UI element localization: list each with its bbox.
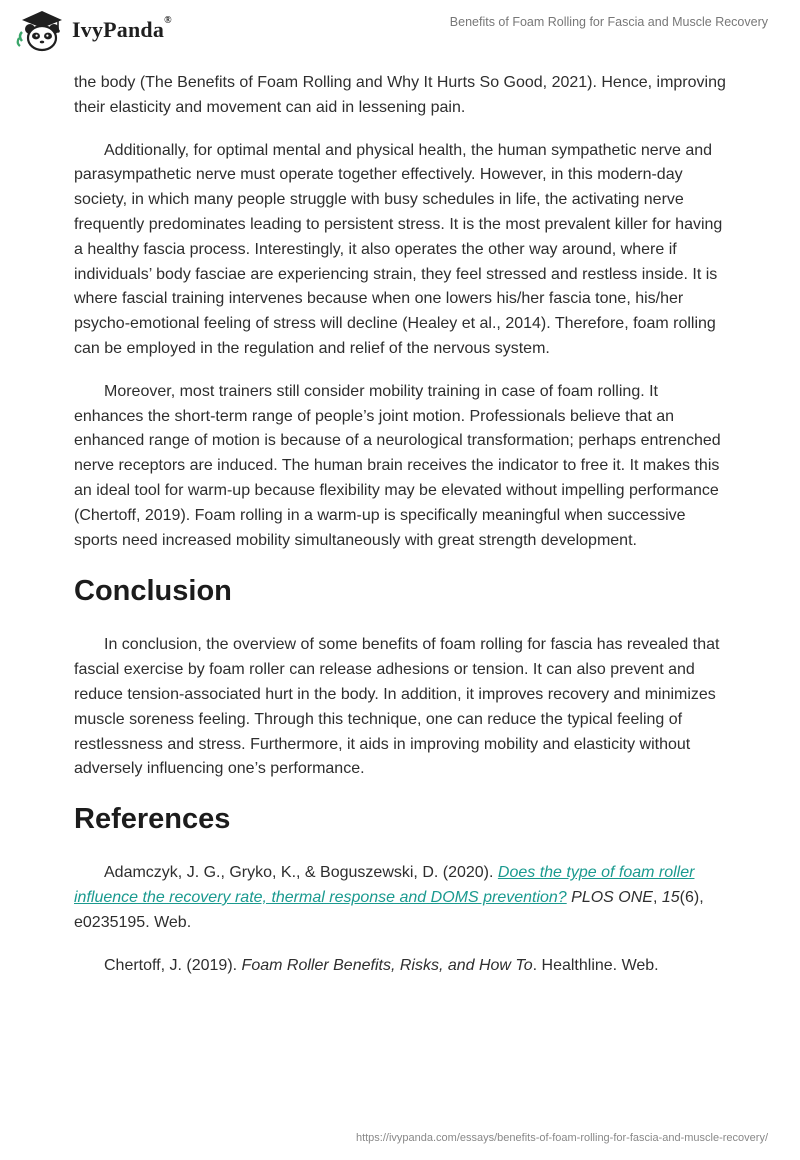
reference-entry: Chertoff, J. (2019). Foam Roller Benefits, Risks, and How To. Healthline. Web. bbox=[104, 956, 659, 974]
page-header bbox=[0, 0, 800, 70]
footer-url[interactable]: https://ivypanda.com/essays/benefits-of-foam-rolling-for-fascia-and-muscle-recovery/ bbox=[355, 1132, 768, 1144]
reference-entry: Adamczyk, J. G., Gryko, K., & Boguszewski, D. (2020). Does the type of foam roller influence the recovery rate, thermal response and DOMS prevention? PLOS ONE, 15(6), e0235195. Web. bbox=[74, 864, 704, 931]
conclusion-paragraph: In conclusion, the overview of some benefits of foam rolling for fascia has revealed that fascial exercise by foam roller can release adhesions or tension. It can also prevent and reduce tension-associated hurt in the body. In addition, it improves recovery and minimizes muscle soreness feeling. Through this technique, one can reduce the typical feeling of restlessness and stress. Furthermore, it aids in improving mobility and elasticity without adversely influencing one’s performance. bbox=[74, 636, 720, 778]
section-heading-conclusion: Conclusion bbox=[74, 575, 232, 608]
reference-link[interactable]: Does the type of foam roller influence the recovery rate, thermal response and DOMS prevention? bbox=[74, 864, 695, 906]
document-title: Benefits of Foam Rolling for Fascia and Muscle Recovery bbox=[449, 15, 768, 29]
essay-content bbox=[74, 71, 728, 978]
logo-text: IvyPanda® bbox=[72, 15, 172, 42]
body-paragraph: Additionally, for optimal mental and physical health, the human sympathetic nerve and parasympathetic nerve must operate together effectively. However, in this modern-day society, in which many people struggle with busy schedules in life, the activating nerve frequently predominates leading to persistent stress. It is the most prevalent killer for having a healthy fascia process. Interestingly, it also operates the other way around, where if individuals’ body fasciae are experiencing strain, they feel stressed and restless inside. It is where fascial training intervenes because when one lowers his/her fascia tone, his/her psycho-emotional feeling of stress will decline (Healey et al., 2014). Therefore, foam rolling can be employed in the regulation and relief of the nervous system. bbox=[74, 141, 723, 357]
body-paragraph: Moreover, most trainers still consider mobility training in case of foam rolling. It enhances the short-term range of people’s joint motion. Professionals believe that an enhanced range of motion is because of a neurological transformation; perhaps entrenched nerve receptors are induced. The human brain receives the indicator to free it. It makes this an ideal tool for warm-up because flexibility may be elevated without impelling performance (Chertoff, 2019). Foam rolling in a warm-up is specifically meaningful when successive sports need increased mobility simultaneously with great strength development. bbox=[74, 382, 721, 549]
panda-graduate-icon bbox=[16, 8, 64, 52]
section-heading-references: References bbox=[74, 803, 231, 836]
ivypanda-logo[interactable] bbox=[16, 8, 172, 52]
body-paragraph: the body (The Benefits of Foam Rolling and Why It Hurts So Good, 2021). Hence, improving their elasticity and movement can aid in lessening pain. bbox=[74, 74, 726, 116]
